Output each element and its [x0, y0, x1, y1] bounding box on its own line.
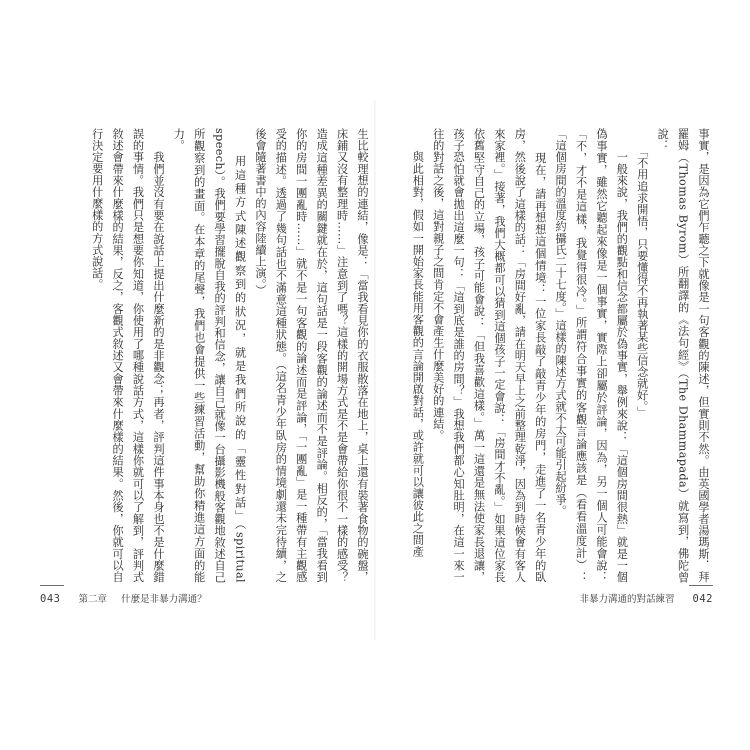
chapter-label: 第二章 [78, 594, 108, 605]
left-page [40, 128, 372, 608]
right-page-body-text: 事實，是因為它們乍聽之下就像是一句客觀的陳述，但實則不然。由英國學者湯瑪斯．拜羅姆（Thomas Byrom）所翻譯的《法句經》（The Dhammapada）就寫到，佛陀曾說： 「不用追求開悟，只要懂得不再執著某些信念就好。」 一般來說，我們的觀點和信念都屬於偽事實，舉例來說：「這個房間很熱」就是一個偽事實，雖然它聽起來像是一個事實，實際上卻屬於評論，因為，另一個人可能會說：「不，才不是這樣，我覺得很冷。」所謂符合事實的客觀言論應該是（看看溫度計）：「這個房間的溫度約攝氏二十七度。」這樣的陳述方式就不太可能引起紛爭。 現在，請再想想這個情境：一位家長敲了敲青少年的房門，走進了一名青少年的臥房，然後說了這樣的話：「房間好亂，請在明天早上之前整理乾淨，因為到時候會有客人來家裡。」接著，我們大概都可以猜到這個孩子一定會說：「房間才不亂。」如果這位家長依舊堅守自己的立場，孩子可能會說：「但我喜歡這樣。」萬一這還是無法使家長退讓，孩子恐怕就會拋出這麼一句：「這到底是誰的房間？」我想我們都心知肚明，在這一來一往的對話之後，這對親子之間肯定不會產生什麼美好的連結。 與此相對，假如一開始家長能用客觀的言論開啟對話，或許就可以讓彼此之間產 [411, 128, 710, 583]
left-footer-rule [40, 585, 64, 586]
right-page [383, 128, 713, 608]
left-page-body-text: 生比較理想的連結，像是：「當我看見你的衣服散落在地上，桌上還有裝著食物的碗盤，床鋪又沒有整理時……」注意到了嗎？這樣的開場方式是不是會帶給你很不一樣的感受？造成這種差異的關鍵就在於，這句話是一段客觀的論述而不是評論。相反的，「當我看到你的房間一團亂時……」就不是一句客觀的論述而是評論，「一團亂」是一種帶有主觀感受的描述。透過了幾句話也不滿意這種狀態。（這名青少年臥房的情境劇還未完待續，之後會隨著書中的內容陸續上演。） 用這種方式陳述觀察到的狀況，就是我們所說的「靈性對話」（spiritual speech）。我們要學習擺脫自我的評判和信念，讓自己就像一台攝影機般客觀地敘述自己所觀察到的畫面。在本章的尾聲，我們也會提供一些練習活動，幫助你精進這方面的能力。 我們並沒有要在說話上提出什麼新的是非觀念；再者，評判這件事本身也不是什麼錯誤的事情。我們只是想要你知道，你使用了哪種說話方式，這樣你就可以了解到，評判式敘述會帶來什麼樣的結果，反之，客觀式敘述又會帶來什麼樣的結果。然後，你就可以自行決定要用什麼樣的方式說話。 [90, 128, 369, 583]
left-page-number: 043 [40, 593, 61, 605]
left-footer [40, 591, 207, 605]
chapter-title: 什麼是非暴力溝通？ [121, 594, 207, 605]
right-footer-rule [689, 585, 713, 586]
page-gutter [374, 100, 376, 640]
running-title: 非暴力溝通的對話練習 [579, 594, 675, 605]
right-page-number: 042 [692, 593, 713, 605]
right-footer [579, 591, 713, 605]
